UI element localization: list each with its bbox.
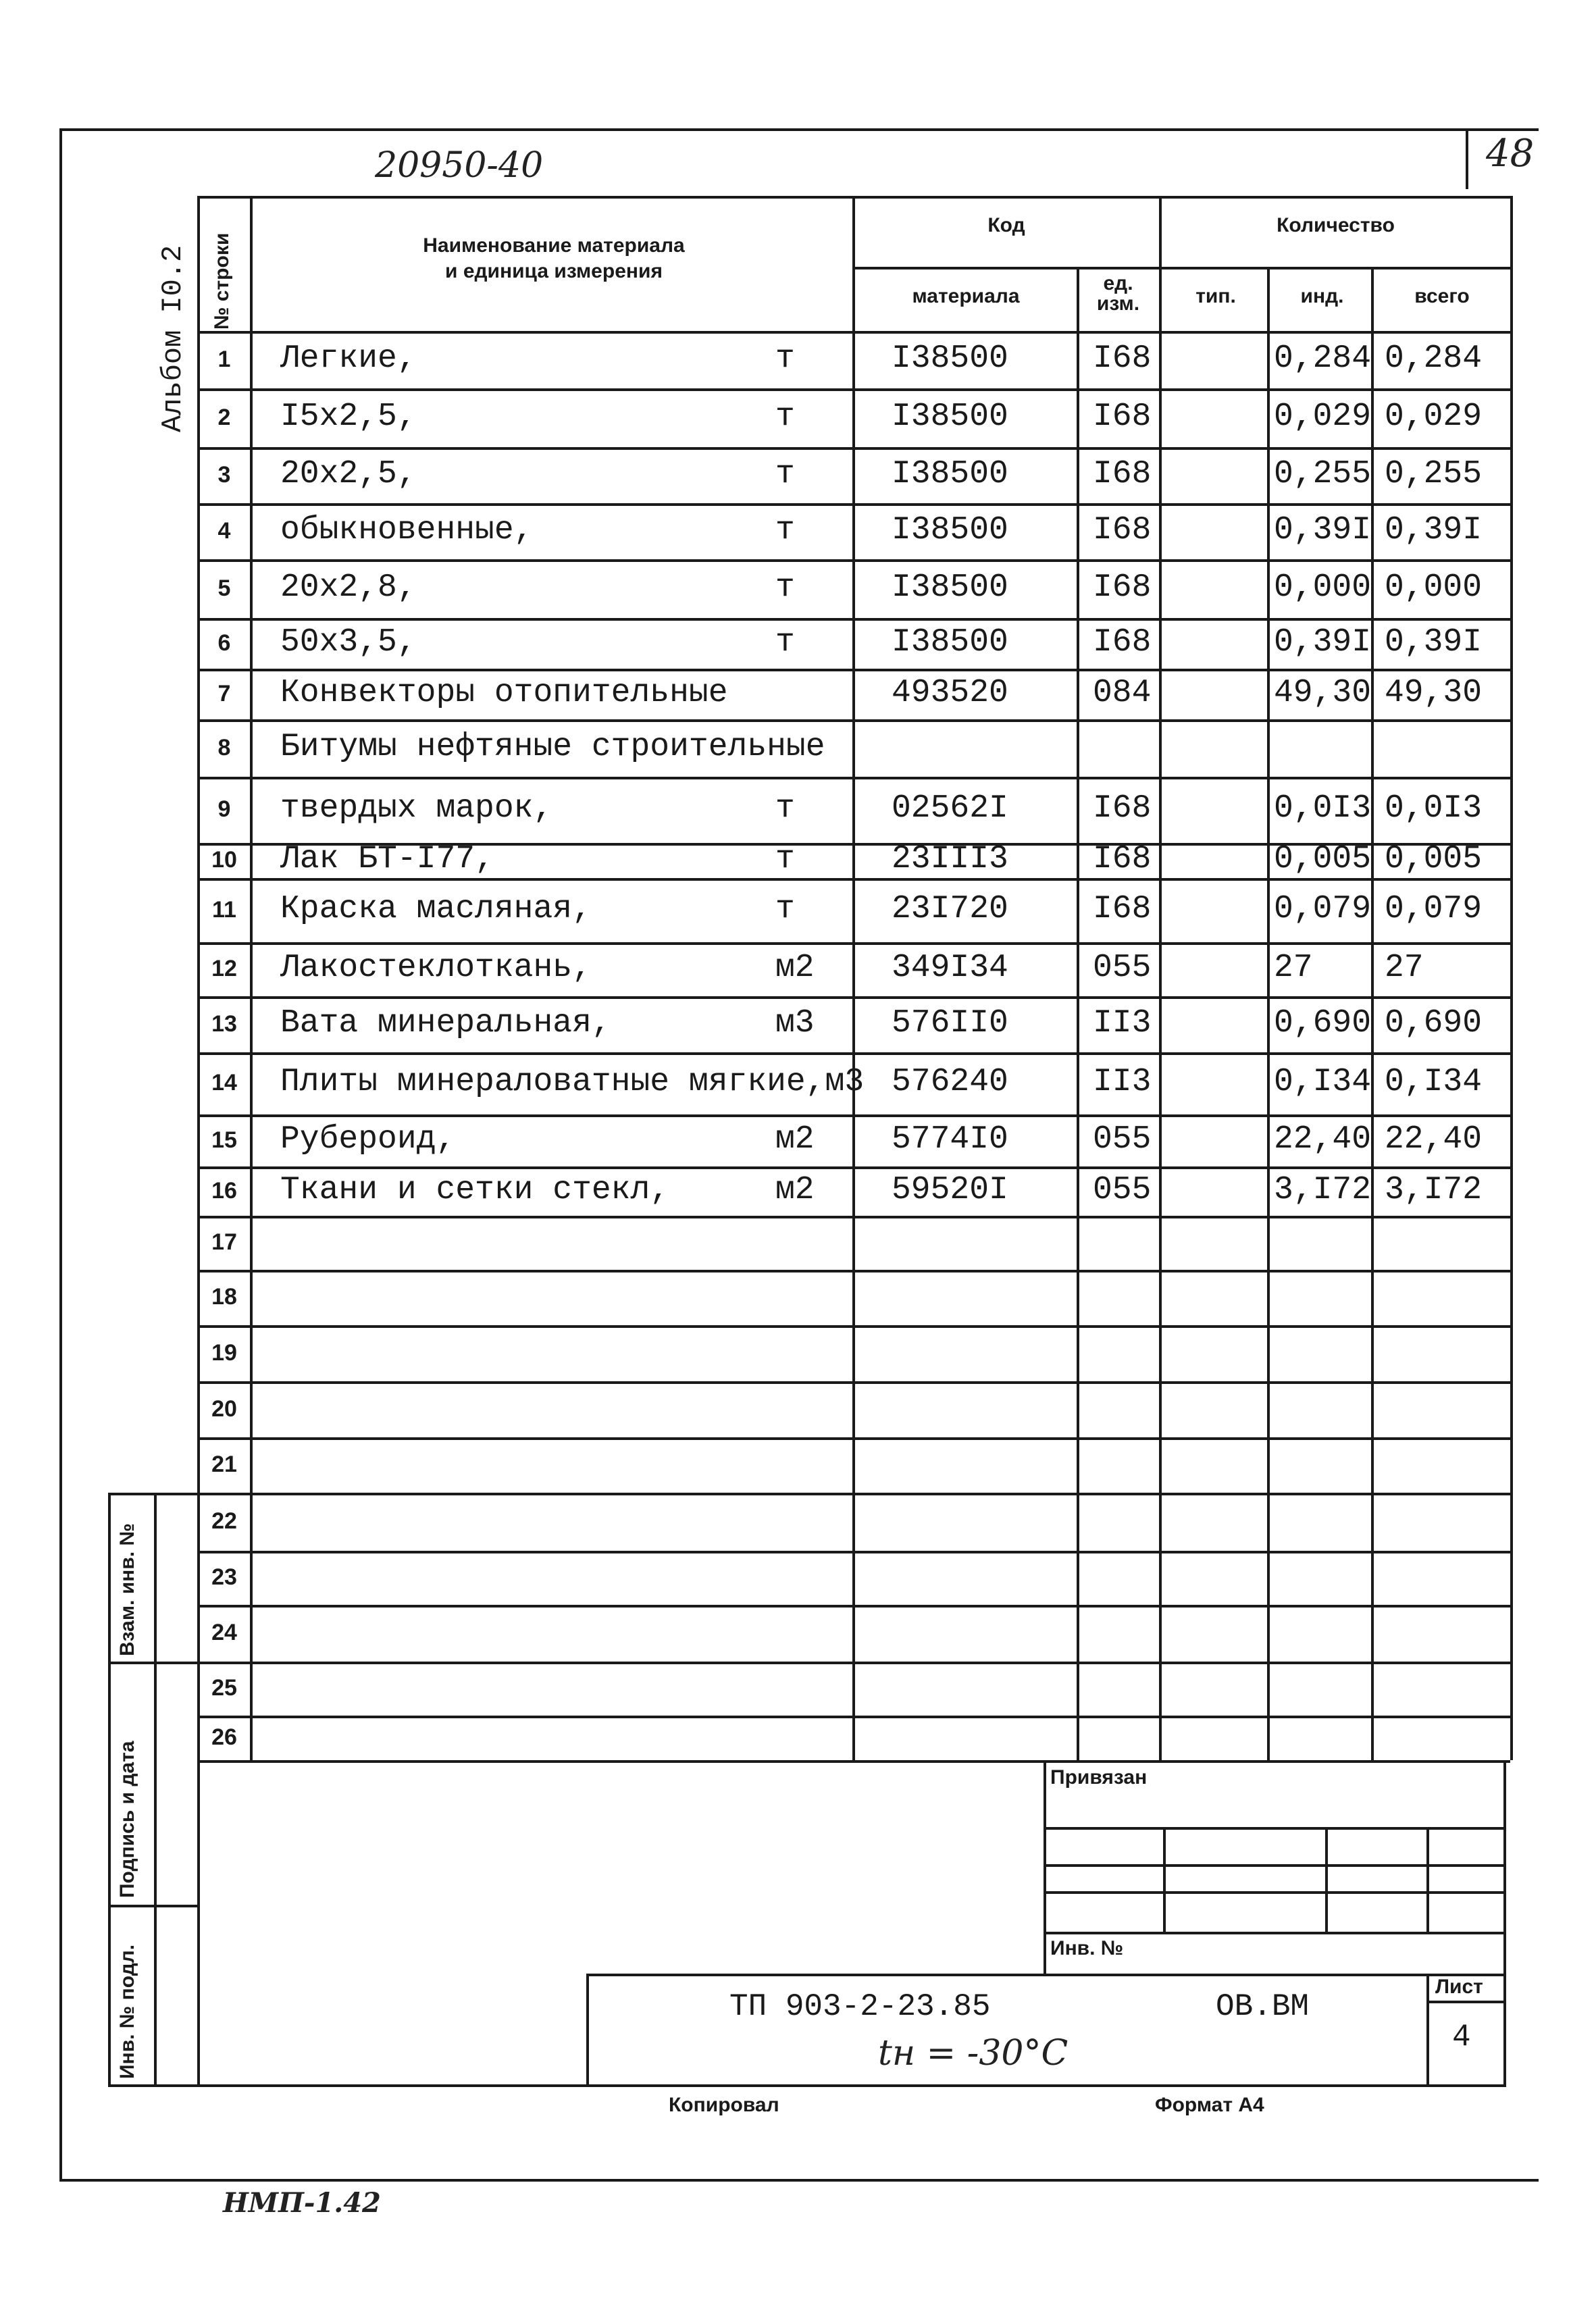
row-number: 20: [211, 1395, 237, 1422]
unit-code: 055: [1093, 1171, 1152, 1208]
table-header-split: [852, 267, 1510, 269]
header-code-group: Код: [987, 214, 1025, 236]
material-name: Лакостеклоткань,: [280, 950, 592, 986]
row-number: 10: [211, 847, 237, 873]
frame-bottom: [59, 2179, 1539, 2182]
frame-left: [59, 128, 62, 2182]
qty-total: 0,000: [1385, 569, 1483, 606]
row-number: 1: [217, 346, 231, 372]
stamp-podpis: Подпись и дата: [116, 1741, 138, 1898]
qty-total: 0,005: [1385, 841, 1483, 877]
qty-individual: 0,284: [1274, 340, 1372, 377]
unit-code: 055: [1093, 1121, 1152, 1158]
unit-label: т: [775, 511, 795, 548]
material-code: I38500: [892, 511, 1008, 548]
unit-label: т: [775, 569, 795, 606]
qty-total: 3,I72: [1385, 1171, 1483, 1208]
privyazan-label: Привязан: [1050, 1766, 1148, 1789]
unit-code: 055: [1093, 950, 1152, 986]
table-col-line: [1510, 196, 1513, 1760]
material-name: обыкновенные,: [280, 511, 534, 548]
material-code: I38500: [892, 623, 1008, 661]
qty-individual: 22,40: [1274, 1121, 1372, 1158]
unit-code: I68: [1093, 841, 1152, 877]
material-code: 02562I: [892, 790, 1008, 827]
stamp-vzam: Взам. инв. №: [116, 1523, 138, 1656]
list-label: Лист: [1435, 1976, 1483, 1998]
row-number: 15: [211, 1127, 237, 1153]
unit-code: I68: [1093, 398, 1152, 435]
row-number: 9: [217, 796, 231, 822]
qty-total: 27: [1385, 950, 1424, 986]
unit-code: I68: [1093, 890, 1152, 927]
qty-individual: 0,39I: [1274, 623, 1372, 661]
header-qty-ind: инд.: [1300, 285, 1344, 307]
stamp-left-line: [108, 1493, 111, 2087]
material-code: I38500: [892, 569, 1008, 606]
row-number: 24: [211, 1620, 237, 1645]
privyazan-line-2: [1044, 1864, 1504, 1867]
qty-total: 0,690: [1385, 1004, 1483, 1042]
bottom-left-line: [197, 1760, 200, 2087]
album-label: Альбом I0.2: [157, 245, 189, 432]
stamp-inv-podl: Инв. № подл.: [116, 1944, 138, 2079]
privyazan-col-1: [1163, 1827, 1166, 1932]
row-number: 19: [211, 1339, 237, 1366]
header-name: Наименование материала и единица измерения: [423, 234, 685, 282]
qty-individual: 0,029: [1274, 398, 1372, 435]
frame-right-corner: [1466, 128, 1468, 189]
header-code-unit: ед. изм.: [1096, 272, 1140, 315]
material-name: 20х2,5,: [280, 455, 417, 492]
unit-label: т: [775, 841, 795, 877]
title-block-top: [586, 1974, 1505, 1976]
unit-code: II3: [1093, 1004, 1152, 1042]
temperature-label: tн = -30°С: [878, 2033, 1069, 2074]
qty-total: 0,284: [1385, 340, 1483, 377]
row-number: 23: [211, 1564, 237, 1590]
material-name: Вата минеральная,: [280, 1004, 611, 1042]
stamp-mid-line: [154, 1493, 157, 2087]
unit-code: I68: [1093, 623, 1152, 661]
doc-mark: ОВ.ВМ: [1216, 1989, 1310, 2024]
footer-handwritten: НМП-1.42: [223, 2187, 381, 2219]
unit-label: т: [775, 398, 795, 435]
row-number: 22: [211, 1508, 237, 1534]
material-code: 576240: [892, 1064, 1008, 1100]
kopiroval-label: Копировал: [669, 2094, 779, 2116]
stamp-line-1: [108, 1662, 199, 1664]
privyazan-line-4: [1044, 1932, 1504, 1934]
unit-label: м2: [775, 950, 815, 986]
qty-total: 22,40: [1385, 1121, 1483, 1158]
header-code-material: материала: [912, 285, 1020, 307]
material-code: I38500: [892, 455, 1008, 492]
unit-label: м2: [775, 1171, 815, 1208]
unit-label: т: [775, 790, 795, 827]
table-col-line: [1371, 267, 1374, 1760]
handwritten-code: 20950-40: [375, 145, 544, 186]
row-number: 16: [211, 1177, 237, 1204]
qty-individual: 0,005: [1274, 841, 1372, 877]
title-block-list-line: [1426, 2001, 1505, 2003]
material-name: Легкие,: [280, 340, 417, 377]
row-number: 12: [211, 956, 237, 981]
row-number: 7: [217, 680, 231, 706]
qty-individual: 3,I72: [1274, 1171, 1372, 1208]
material-code: 349I34: [892, 950, 1008, 986]
qty-total: 49,30: [1385, 674, 1483, 711]
material-name: Лак БТ-I77,: [280, 841, 494, 877]
unit-label: м2: [775, 1121, 815, 1158]
material-name: Битумы нефтяные строительные: [280, 728, 825, 765]
row-number: 25: [211, 1675, 237, 1701]
header-qty-group: Количество: [1277, 214, 1395, 236]
unit-code: I68: [1093, 790, 1152, 827]
header-qty-total: всего: [1414, 285, 1470, 307]
material-name: Ткани и сетки стекл,: [280, 1171, 670, 1208]
privyazan-left: [1044, 1760, 1046, 1976]
bottom-base-line: [108, 2084, 1506, 2087]
table-col-line: [852, 196, 855, 1760]
header-row-number: № строки: [211, 232, 233, 330]
unit-code: I68: [1093, 340, 1152, 377]
format-label: Формат А4: [1155, 2094, 1264, 2116]
row-number: 17: [211, 1229, 237, 1255]
frame-top: [59, 128, 1539, 131]
inv-no-label: Инв. №: [1050, 1937, 1124, 1959]
material-code: 59520I: [892, 1171, 1008, 1208]
row-number: 14: [211, 1070, 237, 1096]
qty-total: 0,079: [1385, 890, 1483, 927]
qty-individual: 0,39I: [1274, 511, 1372, 548]
unit-label: т: [775, 623, 795, 661]
material-name: Краска масляная,: [280, 890, 592, 927]
unit-code: II3: [1093, 1064, 1152, 1100]
qty-individual: 49,30: [1274, 674, 1372, 711]
row-number: 6: [217, 629, 231, 656]
material-name: Рубероид,: [280, 1121, 456, 1158]
row-number: 2: [217, 404, 231, 430]
unit-code: I68: [1093, 569, 1152, 606]
row-number: 3: [217, 461, 231, 488]
qty-total: 0,029: [1385, 398, 1483, 435]
sheet-number-corner: 48: [1486, 132, 1535, 176]
row-number: 4: [217, 517, 231, 544]
row-number: 5: [217, 575, 231, 601]
qty-individual: 0,I34: [1274, 1064, 1372, 1100]
bottom-right-line: [1503, 1760, 1506, 2087]
qty-total: 0,I34: [1385, 1064, 1483, 1100]
material-name: твердых марок,: [280, 790, 553, 827]
table-bottom-line: [197, 1760, 1510, 1763]
qty-individual: 0,079: [1274, 890, 1372, 927]
qty-total: 0,0I3: [1385, 790, 1483, 827]
stamp-top-line: [108, 1493, 199, 1495]
qty-individual: 0,000: [1274, 569, 1372, 606]
material-name: 50х3,5,: [280, 623, 417, 661]
stamp-line-2: [108, 1905, 199, 1907]
material-code: I38500: [892, 340, 1008, 377]
row-number: 11: [212, 896, 236, 923]
unit-label: м3: [775, 1004, 815, 1042]
material-code: 5774I0: [892, 1121, 1008, 1158]
row-number: 18: [211, 1284, 237, 1310]
row-number: 8: [217, 734, 231, 761]
doc-code: ТП 903-2-23.85: [729, 1989, 991, 2024]
row-number: 21: [211, 1451, 237, 1477]
unit-label: т: [775, 890, 795, 927]
material-name: Плиты минераловатные мягкие,м3: [280, 1064, 865, 1100]
qty-total: 0,39I: [1385, 623, 1483, 661]
unit-label: т: [775, 455, 795, 492]
unit-code: I68: [1093, 455, 1152, 492]
unit-code: 084: [1093, 674, 1152, 711]
privyazan-line-3: [1044, 1891, 1504, 1894]
material-code: I38500: [892, 398, 1008, 435]
header-qty-typ: тип.: [1195, 285, 1236, 307]
qty-individual: 0,0I3: [1274, 790, 1372, 827]
table-col-line: [1077, 267, 1079, 1760]
title-block-left: [586, 1974, 589, 2087]
material-name: 20х2,8,: [280, 569, 417, 606]
unit-code: I68: [1093, 511, 1152, 548]
material-code: 23III3: [892, 841, 1008, 877]
row-number: 26: [211, 1724, 237, 1750]
privyazan-line-1: [1044, 1827, 1504, 1830]
qty-total: 0,39I: [1385, 511, 1483, 548]
material-name: Конвекторы отопительные: [280, 674, 728, 711]
table-col-line: [1267, 267, 1270, 1760]
title-block-list-left: [1426, 1974, 1429, 2087]
list-value: 4: [1452, 2020, 1471, 2055]
material-name: I5х2,5,: [280, 398, 417, 435]
material-code: 493520: [892, 674, 1008, 711]
qty-individual: 0,690: [1274, 1004, 1372, 1042]
table-col-line: [1159, 196, 1162, 1760]
qty-individual: 0,255: [1274, 455, 1372, 492]
privyazan-col-3: [1426, 1827, 1429, 1932]
row-number: 13: [211, 1010, 237, 1037]
qty-individual: 27: [1274, 950, 1313, 986]
material-code: 23I720: [892, 890, 1008, 927]
qty-total: 0,255: [1385, 455, 1483, 492]
privyazan-col-2: [1325, 1827, 1328, 1932]
unit-label: т: [775, 340, 795, 377]
material-code: 576II0: [892, 1004, 1008, 1042]
